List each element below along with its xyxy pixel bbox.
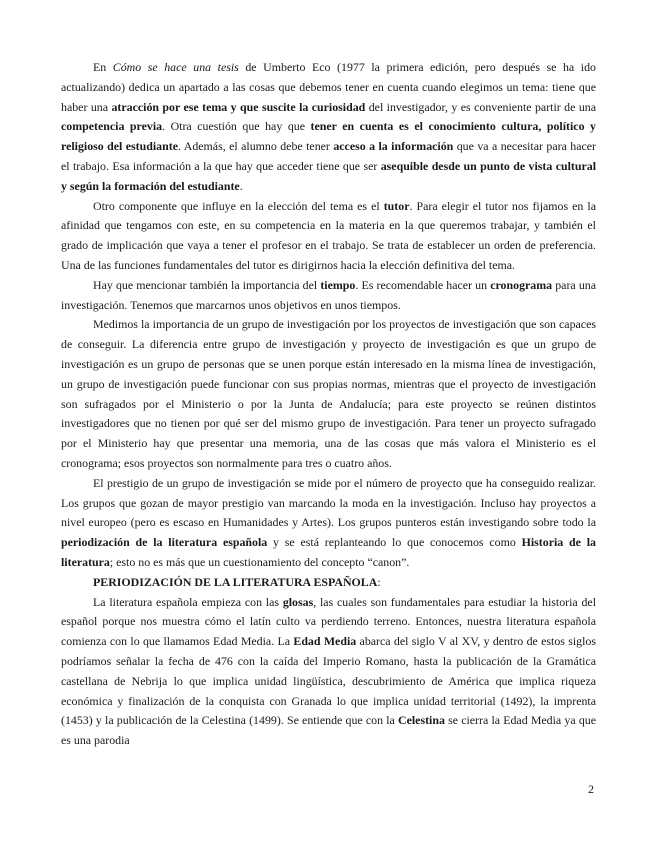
text: para una investigación. Tenemos que marcarnos unos objetivos en unos tiempos.	[61, 277, 596, 312]
paragraph-periodizacion	[61, 593, 596, 751]
heading-label: PERIODIZACIÓN DE LA LITERATURA ESPAÑOLA	[93, 574, 378, 589]
paragraph-umberto-eco	[61, 58, 596, 197]
paragraph-prestigio	[61, 474, 596, 573]
text: se cierra la Edad Media ya que es una parodia	[61, 713, 596, 748]
heading-suffix: :	[377, 574, 381, 589]
paragraph-grupo-investigacion: Medimos la importancia de un grupo de investigación por los proyectos de investigación que son capaces de conseguir. La diferencia entre grupo de investigación y proyecto de investigación es que un grupo de investigación es un grupo de personas que se unen porque están interesado en la misma línea de investigación, un grupo de investigación puede funcionar con sus propias normas, mientras que el proyecto de investigación son sufragados por el Ministerio o por la Junta de Andalucía; para este proyecto se reúnen distintos investigadores que no tienen por qué ser del mismo grupo de investigación. Para tener un proyecto sufragado por el Ministerio hay que presentar una memoria, una de las cosas que más valora el Ministerio es el cronograma; esos proyectos son normalmente para tres o cuatro años.	[61, 317, 596, 470]
bold-phrase: tutor	[383, 198, 410, 213]
text: Hay que mencionar también la importancia del	[93, 277, 321, 292]
bold-phrase: Edad Media	[293, 634, 357, 649]
bold-phrase: competencia previa	[61, 119, 163, 134]
paragraph-tiempo	[61, 276, 596, 316]
bold-phrase: tener en cuenta es el conocimiento cultura, político y religioso del estudiante	[61, 119, 596, 154]
text: . Para elegir el tutor nos fijamos en la afinidad que tengamos con este, en su competencia en la materia en la que queremos trabajar, y también el grado de implicación que vaya a tener el profesor en el trabajo. Se trata de establecer un orden de preferencia. Una de las funciones fundamentales del tutor es dirigirnos hacia la elección definitiva del tema.	[61, 198, 596, 272]
text: .	[239, 178, 243, 193]
text: Otro componente que influye en la elección del tema es el	[93, 198, 384, 213]
section-heading	[61, 573, 596, 593]
text: ; esto no es más que un cuestionamiento del concepto “canon”.	[109, 554, 410, 569]
text: . Además, el alumno debe tener	[177, 139, 334, 154]
page-number: 2	[588, 782, 594, 796]
text: de Umberto Eco (1977 la primera edición, pero después se ha ido actualizando) dedica un apartado a las cosas que debemos tener en cuenta cuando elegimos un tema: tiene que haber una	[61, 60, 596, 114]
paragraph-tutor	[61, 197, 596, 276]
book-title: Cómo se hace una tesis	[112, 60, 239, 74]
text: que va a necesitar para hacer el trabajo. Esa información a la que hay que acceder tiene que ser	[61, 139, 597, 173]
bold-phrase: atracción por ese tema y que suscite la curiosidad	[111, 99, 366, 114]
text: En	[93, 60, 113, 74]
text: El prestigio de un grupo de investigación se mide por el número de proyecto que ha conseguido realizar. Los grupos que gozan de mayor prestigio van marcando la moda en la investigación. Incluso hay proyectos a nivel europeo (pero es escaso en Humanidades y Artes). Los grupos punteros están investigando sobre todo la	[61, 475, 596, 530]
bold-phrase: Historia de la literatura	[61, 535, 596, 569]
text: abarca del siglo V al XV, y dentro de estos siglos podríamos señalar la fecha de 476 con la caída del Imperio Romano, hasta la publicación de la Gramática castellana de Nebrija lo que implica unidad lingüística, descubrimiento de América que implica riqueza económica y finalización de la conquista con Granada lo que implica unidad territorial (1492), la imprenta (1453) y la publicación de la Celestina (1499). Se entiende que con la	[61, 634, 597, 728]
bold-phrase: Celestina	[398, 713, 445, 728]
text: y se está replanteando lo que conocemos como	[267, 535, 522, 550]
document-body	[61, 58, 596, 751]
text: . Es recomendable hacer un	[355, 277, 491, 292]
text: La literatura española empieza con las	[93, 594, 283, 609]
text: , las cuales son fundamentales para estudiar la historia del español porque nos muestra cómo el latín culto va perdiendo terreno. Entonces, nuestra literatura española comienza con lo que llamamos Edad Media. La	[61, 594, 596, 649]
bold-phrase: tiempo	[320, 277, 356, 292]
bold-phrase: cronograma	[490, 277, 553, 292]
text: . Otra cuestión que hay que	[162, 119, 311, 134]
bold-phrase: glosas	[282, 594, 314, 609]
bold-phrase: periodización de la literatura española	[61, 535, 268, 550]
bold-phrase: acceso a la información	[333, 139, 454, 154]
bold-phrase: asequible desde un punto de vista cultural y según la formación del estudiante	[61, 158, 596, 193]
text: del investigador, y es conveniente partir de una	[365, 99, 596, 114]
